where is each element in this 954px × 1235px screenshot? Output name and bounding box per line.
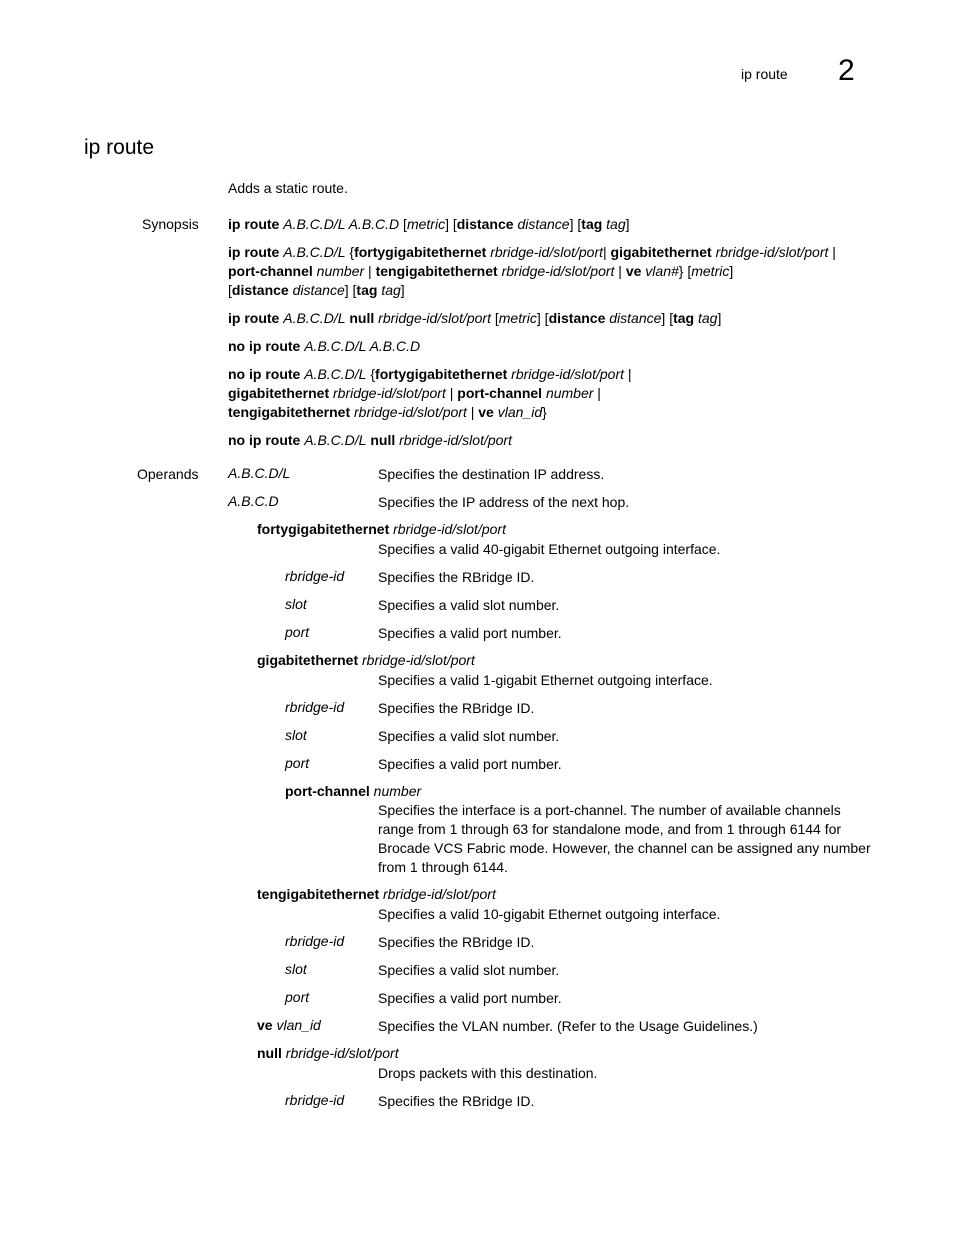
operand-heading-ve: ve vlan_id — [257, 1017, 321, 1033]
operand-term: slot — [285, 727, 307, 743]
operand-desc: Specifies the VLAN number. (Refer to the Usage Guidelines.) — [378, 1018, 758, 1034]
operand-term: port — [285, 755, 310, 771]
synopsis-line-4: no ip route A.B.C.D/L A.B.C.D — [228, 338, 421, 354]
operand-desc: Specifies a valid slot number. — [378, 962, 560, 978]
synopsis-line-3: ip route A.B.C.D/L null rbridge-id/slot/port [metric] [distance distance] [tag tag] — [228, 310, 722, 326]
operand-desc: Specifies a valid port number. — [378, 625, 562, 641]
operand-desc: Specifies a valid 10-gigabit Ethernet outgoing interface. — [378, 906, 721, 922]
synopsis-line-1: ip route A.B.C.D/L A.B.C.D [metric] [distance distance] [tag tag] — [228, 216, 630, 232]
synopsis-line-5b: gigabitethernet rbridge-id/slot/port | port-channel number | — [228, 385, 601, 401]
operand-desc: Drops packets with this destination. — [378, 1065, 598, 1081]
operand-desc: Specifies a valid 40-gigabit Ethernet outgoing interface. — [378, 541, 721, 557]
intro-text: Adds a static route. — [228, 180, 348, 196]
operand-desc: Specifies a valid port number. — [378, 990, 562, 1006]
operand-term: slot — [285, 596, 307, 612]
synopsis-line-2a: ip route A.B.C.D/L {fortygigabitethernet rbridge-id/slot/port| gigabitethernet rbridge-id/slot/port | — [228, 244, 836, 260]
synopsis-line-5a: no ip route A.B.C.D/L {fortygigabitethernet rbridge-id/slot/port | — [228, 366, 632, 382]
synopsis-line-2c: [distance distance] [tag tag] — [228, 282, 405, 298]
running-header-title: ip route — [741, 66, 788, 82]
operand-term: port — [285, 624, 310, 640]
operand-desc: Specifies the RBridge ID. — [378, 700, 535, 716]
synopsis-line-5c: tengigabitethernet rbridge-id/slot/port | ve vlan_id} — [228, 404, 547, 420]
operand-term: rbridge-id — [285, 568, 345, 584]
operand-heading-port-channel: port-channel number — [285, 783, 422, 799]
operand-term: A.B.C.D/L — [228, 465, 291, 481]
synopsis-label: Synopsis — [142, 216, 199, 232]
operand-desc: Specifies a valid slot number. — [378, 728, 560, 744]
operand-desc: Specifies the RBridge ID. — [378, 934, 535, 950]
synopsis-line-6: no ip route A.B.C.D/L null rbridge-id/slot/port — [228, 432, 512, 448]
operand-desc: Specifies a valid 1-gigabit Ethernet outgoing interface. — [378, 672, 713, 688]
operand-term: rbridge-id — [285, 699, 345, 715]
operand-desc: Specifies the destination IP address. — [378, 466, 605, 482]
operand-desc: Specifies a valid slot number. — [378, 597, 560, 613]
operands-label: Operands — [137, 466, 199, 482]
synopsis-line-2b: port-channel number | tengigabitethernet rbridge-id/slot/port | ve vlan#} [metric] — [228, 263, 734, 279]
operand-heading-null: null rbridge-id/slot/port — [257, 1045, 399, 1061]
chapter-number: 2 — [838, 54, 855, 87]
operand-term: A.B.C.D — [228, 493, 279, 509]
operand-desc: Specifies the RBridge ID. — [378, 1093, 535, 1109]
page-title: ip route — [84, 136, 155, 159]
operand-term: slot — [285, 961, 307, 977]
operand-term: port — [285, 989, 310, 1005]
operand-desc: Specifies a valid port number. — [378, 756, 562, 772]
operand-heading-ten: tengigabitethernet rbridge-id/slot/port — [257, 886, 496, 902]
operand-heading-gig: gigabitethernet rbridge-id/slot/port — [257, 652, 475, 668]
operand-desc: Specifies the IP address of the next hop. — [378, 494, 630, 510]
operand-heading-forty: fortygigabitethernet rbridge-id/slot/port — [257, 521, 506, 537]
operand-desc: Specifies the RBridge ID. — [378, 569, 535, 585]
operand-term: rbridge-id — [285, 933, 345, 949]
operand-desc: Specifies the interface is a port-channel. The number of available channels range from 1 through 63 for standalone mode, and from 1 through 6144 for Brocade VCS Fabric mode. However, the channel can be assigned any number from 1 through 6144. — [378, 802, 871, 875]
operand-term: rbridge-id — [285, 1092, 345, 1108]
